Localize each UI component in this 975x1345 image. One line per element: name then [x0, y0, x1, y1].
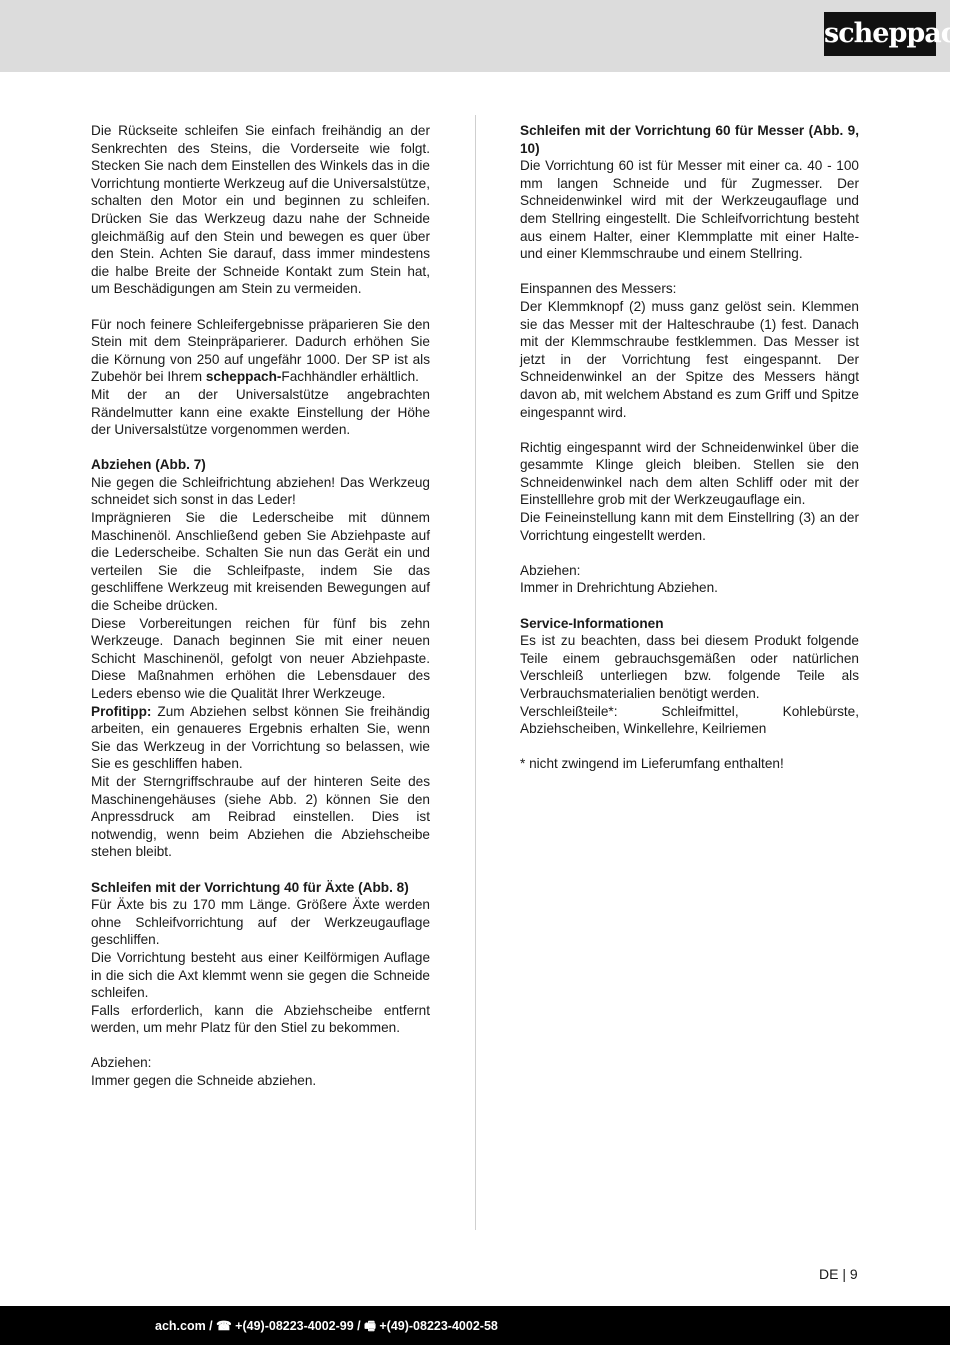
section-heading: Schleifen mit der Vorrichtung 60 für Messer (Abb. 9, 10) — [520, 123, 859, 156]
right-column — [520, 122, 859, 773]
paragraph: Der Klemmknopf (2) muss ganz gelöst sein. Klemmen sie das Messer mit der Halteschraube (1) fest. Danach mit der Klemmschraube festklemmen. Das Messer ist jetzt in der Vorrichtung fest eingespannt. Der Schneidenwinkel an der Spitze des Messers hängt davon ab, mit welchem Abstand es zum Griff und Spitze eingespannt wird. — [520, 298, 859, 420]
paragraph: Für noch feinere Schleifergebnisse präparieren Sie den Stein mit dem Steinpräparierer. Dadurch erhöhen Sie die Körnung von 250 auf ungefähr 1000. Der SP ist als Zubehör bei Ihrem scheppach-Fachhändler erhältlich. — [91, 316, 430, 385]
paragraph: Für Äxte bis zu 170 mm Länge. Größere Äxte werden ohne Schleifvorrichtung auf der Werkzeugauflage geschliffen. — [91, 897, 430, 948]
section-heading: Service-Informationen — [520, 615, 664, 631]
paragraph: Die Vorrichtung 60 ist für Messer mit einer ca. 40 - 100 mm langen Schneide und für Zugmesser. Der Schneidenwinkel wird mit der Werkzeugauflage und dem Stellring eingestellt. Die Schleifvorrichtung besteht aus einem Halter, einer Klemmplatte mit einer Halte- und einer Klemmschraube und einem Stellring. — [520, 158, 859, 262]
header-bar — [0, 0, 975, 72]
section-heading: Abziehen (Abb. 7) — [91, 457, 206, 473]
paragraph: Abziehen: — [91, 1055, 152, 1071]
paragraph: Immer gegen die Schneide abziehen. — [91, 1073, 317, 1089]
paragraph: Verschleißteile*: Schleifmittel, Kohlebürste, Abziehscheiben, Winkellehre, Keilriemen — [520, 703, 859, 737]
paragraph: Es ist zu beachten, dass bei diesem Produkt folgende Teile einem gebrauchsgemäßen oder natürlichen Verschleiß unterliegen bzw. folgende Teile als Verbrauchsmaterialien benötigt werden. — [520, 633, 859, 701]
paragraph: Diese Vorbereitungen reichen für fünf bis zehn Werkzeuge. Danach beginnen Sie mit einer neuen Schicht Maschinenöl, gefolgt von neuer Abziehpaste. Diese Maßnahmen erhöhen die Lebensdauer des Leders ebenso wie die Qualität Ihrer Werkzeuge. — [91, 615, 430, 701]
paragraph: Nie gegen die Schleifrichtung abziehen! Das Werkzeug schneidet sich sonst in das Leder! — [91, 474, 430, 508]
page-number: DE | 9 — [819, 1266, 858, 1282]
paragraph: Die Rückseite schleifen Sie einfach freihändig an der Senkrechten des Steins, die Vorderseite wie folgt. Stecken Sie nach dem Einstellen des Winkels das in die Vorrichtung montierte Werkzeug auf die Universalstütze, schalten den Motor ein und beginnen zu schleifen. Drücken Sie das Werkzeug dazu nahe der Schneide gleichmäßig auf den Stein und bewegen es quer über den Stein. Achten Sie darauf, dass immer mindestens die halbe Breite der Schneide Kontakt zum Stein hat, um Beschädigungen am Stein zu vermeiden. — [91, 123, 431, 297]
paragraph: Imprägnieren Sie die Lederscheibe mit dünnem Maschinenöl. Anschließend geben Sie Abziehpaste auf die Lederscheibe. Schalten Sie nun das Gerät ein und verteilen Sie die Schleifpaste, indem Sie das geschliffene Werkzeug mit kreisenden Bewegungen auf die Scheibe drücken. — [91, 510, 430, 614]
paragraph: Immer in Drehrichtung Abziehen. — [520, 580, 718, 596]
paragraph: Richtig eingespannt wird der Schneidenwinkel über die gesammte Klinge gleich bleiben. Stellen sie den Schneidenwinkel nach dem alten Schliff oder mit der Einstelllehre grob mit der Werkzeugauflage ein. — [520, 439, 859, 508]
footer-bar — [0, 1306, 950, 1345]
column-divider — [475, 115, 476, 1230]
footer-contact: ach.com / ☎ +(49)-08223-4002-99 / 🖷 +(49)-08223-4002-58 — [155, 1319, 498, 1333]
paragraph: Die Vorrichtung besteht aus einer Keilförmigen Auflage in die sich die Axt klemmt wenn sie gegen die Schneide schleifen. — [91, 949, 430, 1001]
paragraph: * nicht zwingend im Lieferumfang enthalten! — [520, 756, 784, 772]
section-heading: Schleifen mit der Vorrichtung 40 für Äxte (Abb. 8) — [91, 879, 409, 895]
paragraph: Mit der an der Universalstütze angebrachten Rändelmutter kann eine exakte Einstellung der Höhe der Universalstütze vorgenommen werden. — [91, 386, 430, 438]
paragraph: Mit der Sterngriffschraube auf der hinteren Seite des Maschinengehäuses (siehe Abb. 2) können Sie den Anpressdruck am Reibrad einstellen. Dies ist notwendig, wenn beim Abziehen die Abziehscheibe stehen bleibt. — [91, 773, 430, 860]
paragraph: Falls erforderlich, kann die Abziehscheibe entfernt werden, um mehr Platz für den Stiel zu bekommen. — [91, 1002, 430, 1036]
paragraph: Profitipp: Zum Abziehen selbst können Sie freihändig arbeiten, ein genaueres Ergebnis erhalten Sie, wenn Sie das Werkzeug in der Vorrichtung so belassen, wie Sie es geschliffen haben. — [91, 703, 430, 772]
paragraph: Die Feineinstellung kann mit dem Einstellring (3) an der Vorrichtung eingestellt werden. — [520, 510, 859, 543]
left-column — [91, 122, 430, 1090]
scheppach-logo: scheppach — [824, 12, 936, 56]
paragraph: Einspannen des Messers: — [520, 281, 677, 297]
paragraph: Abziehen: — [520, 562, 581, 578]
